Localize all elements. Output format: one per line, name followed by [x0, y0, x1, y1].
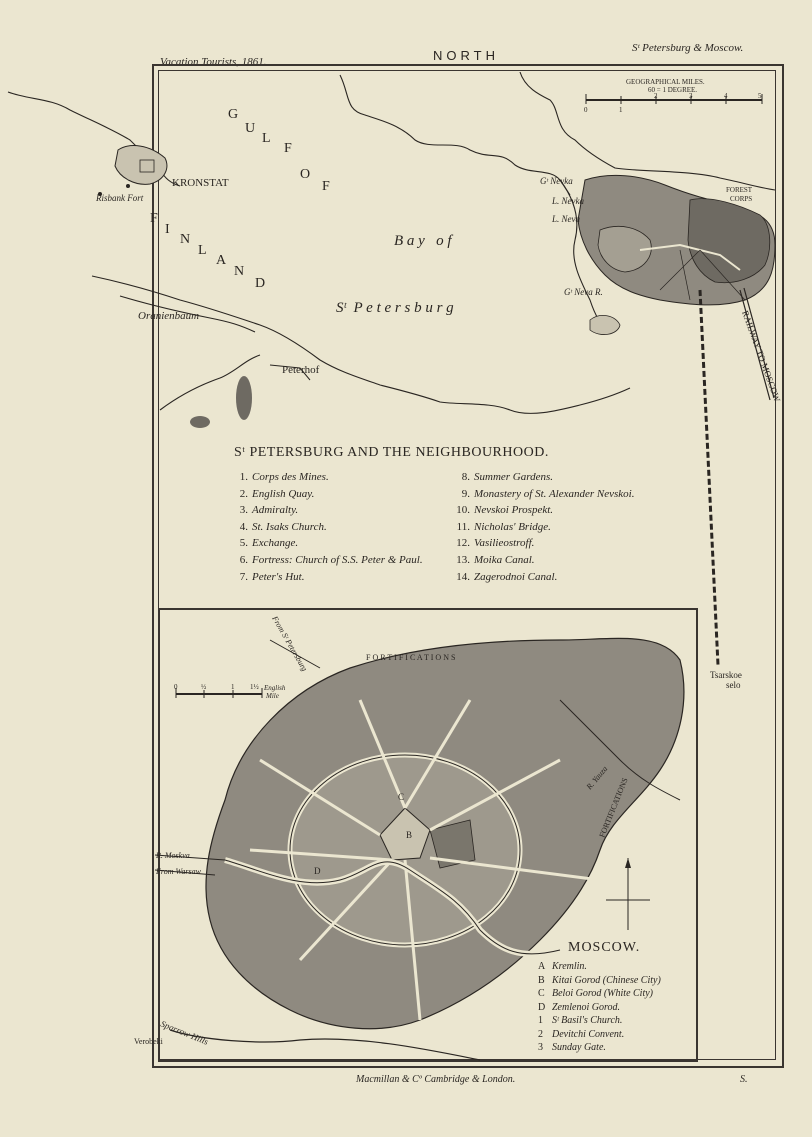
footer-page: S.: [740, 1074, 748, 1085]
district-c-label: C: [398, 792, 405, 802]
finland-letter-5: A: [216, 253, 228, 268]
legend-item: [224, 469, 423, 486]
l-neva-label: L. Neva: [552, 214, 580, 224]
legend-num: 6.: [239, 553, 248, 566]
sparrow-hills-label: Sparrow Hills: [159, 1018, 210, 1047]
legend-item: [446, 486, 634, 503]
moscow-scale-tick: 1½: [250, 683, 259, 691]
legend-text: Fortress: Church of S.S. Peter & Paul.: [252, 553, 423, 566]
legend-item: [224, 569, 423, 586]
geo-scale-tick: 3: [689, 92, 693, 100]
petersburg-legend-title: Sᵗ PETERSBURG AND THE NEIGHBOURHOOD.: [234, 445, 549, 460]
legend-item: [224, 535, 423, 552]
legend-item: [224, 519, 423, 536]
legend-num: 7.: [239, 570, 248, 583]
legend-text: Zagerodnoi Canal.: [474, 570, 558, 583]
r-yauza-label: R. Yauza: [584, 764, 610, 792]
legend-text: Devitchi Convent.: [552, 1028, 625, 1040]
legend-item: [446, 502, 634, 519]
legend-num: 14.: [456, 570, 470, 583]
risbank-label: Risbank Fort: [96, 193, 144, 203]
gulf-letter-3: L: [262, 131, 272, 146]
legend-item: [538, 960, 661, 974]
footer-publisher: Macmillan & Cº Cambridge & London.: [356, 1074, 516, 1085]
geo-scale-tick: 0: [584, 106, 588, 114]
finland-letter-3: N: [180, 232, 192, 247]
legend-num: 13.: [456, 553, 470, 566]
legend-num: 2: [538, 1028, 543, 1040]
legend-item: [446, 469, 634, 486]
railway-label: RAILWAY TO MOSCOW: [740, 309, 783, 404]
legend-text: Sᵗ Basil's Church.: [552, 1015, 623, 1026]
finland-letter-1: F: [150, 211, 159, 226]
legend-num: B: [538, 974, 545, 986]
tsarskoe-label-2: selo: [726, 680, 741, 690]
legend-item: [446, 535, 634, 552]
legend-num: 1: [538, 1015, 543, 1026]
geo-scale-tick: 1: [619, 106, 623, 114]
peterhof-label: Peterhof: [282, 364, 320, 376]
legend-num: 5.: [239, 537, 248, 550]
legend-text: Monastery of St. Alexander Nevskoi.: [474, 487, 635, 500]
legend-item: [538, 1028, 661, 1042]
moscow-legend-title: MOSCOW.: [568, 940, 641, 955]
legend-num: 3: [538, 1042, 543, 1053]
kronstat-label: KRONSTAT: [172, 177, 229, 189]
legend-text: Nevskoi Prospekt.: [474, 504, 554, 517]
moscow-scale-tick: 1: [231, 683, 235, 691]
bay-label: B a y o f: [394, 233, 452, 249]
legend-item: [538, 1001, 661, 1015]
fortifications-right-label: FORTIFICATIONS: [597, 776, 630, 839]
l-nevka-label: L. Nevka: [552, 196, 584, 206]
legend-text: Exchange.: [252, 537, 299, 550]
legend-num: 11.: [456, 520, 470, 533]
legend-item: [538, 1041, 661, 1055]
moscow-legend: [538, 960, 661, 1055]
legend-text: English Quay.: [252, 487, 315, 500]
legend-text: Kitai Gorod (Chinese City): [552, 974, 661, 986]
geo-scale-tick: 2: [654, 92, 658, 100]
legend-num: 10.: [456, 504, 470, 517]
r-moskva-label: R. Moskva: [156, 851, 190, 860]
legend-text: Summer Gardens.: [474, 471, 554, 483]
finland-letter-6: N: [234, 264, 246, 279]
legend-text: Zemlenoi Gorod.: [552, 1001, 620, 1013]
district-b-label: B: [406, 830, 413, 840]
legend-item: [446, 552, 634, 569]
finland-letter-7: D: [255, 276, 267, 291]
legend-text: Peter's Hut.: [252, 570, 305, 583]
forest-corps-label-2: CORPS: [730, 195, 753, 203]
header-right: Sᵗ Petersburg & Moscow.: [632, 42, 744, 54]
legend-text: Kremlin.: [552, 961, 587, 972]
gulf-letter-2: U: [245, 121, 257, 136]
legend-item: [538, 987, 661, 1001]
geo-scale-title-2: 60 = 1 DEGREE.: [648, 86, 698, 94]
fortifications-top-label: F O R T I F I C A T I O N S: [366, 653, 456, 662]
of-letter-2: F: [322, 179, 331, 194]
gt-neva-label: Gᵗ Neva R.: [564, 287, 603, 297]
moscow-scale-tick: ½: [201, 683, 207, 691]
geo-scale-title-1: GEOGRAPHICAL MILES.: [626, 78, 705, 86]
tsarskoe-label-1: Tsarskoe: [710, 670, 742, 680]
district-d-label: D: [314, 866, 321, 876]
finland-letter-2: I: [165, 222, 171, 237]
of-letter-1: O: [300, 167, 312, 182]
verobeki-label: Verobeki: [134, 1037, 163, 1046]
gulf-letter-1: G: [228, 107, 240, 122]
legend-item: [224, 552, 423, 569]
legend-text: Sunday Gate.: [552, 1042, 606, 1053]
legend-num: 4.: [239, 520, 248, 533]
legend-num: 2.: [239, 487, 248, 500]
forest-corps-label-1: FOREST: [726, 186, 753, 194]
from-warsaw-label: From Warsaw: [156, 867, 201, 876]
legend-item: [224, 486, 423, 503]
english-mile-label-2: Mile: [266, 692, 279, 700]
from-petersburg-label: From Sᵗ Petersburg: [270, 614, 310, 673]
oranienbaum-label: Oranienbaum: [138, 310, 200, 322]
gulf-letter-4: F: [284, 141, 293, 156]
legend-text: Vasilieostroff.: [474, 537, 535, 550]
geo-scale-tick: 4: [724, 92, 728, 100]
legend-text: St. Isaks Church.: [252, 520, 327, 533]
legend-text: Nicholas' Bridge.: [474, 520, 551, 533]
header-left: Vacation Tourists, 1861.: [160, 56, 267, 68]
finland-letter-4: L: [198, 243, 208, 258]
legend-text: Beloi Gorod (White City): [552, 988, 653, 999]
petersburg-legend-right: [446, 469, 634, 585]
legend-num: 12.: [456, 537, 470, 550]
petersburg-legend-left: [224, 469, 423, 585]
legend-text: Moika Canal.: [474, 553, 535, 566]
gt-nevka-label: Gᵗ Nevka: [540, 176, 573, 186]
legend-num: 9.: [461, 487, 470, 500]
legend-num: C: [538, 988, 545, 999]
legend-text: Corps des Mines.: [252, 471, 329, 483]
spb-bay-label: Sᵗ P e t e r s b u r g: [336, 300, 454, 316]
legend-item: [538, 974, 661, 988]
legend-num: 8.: [461, 471, 470, 483]
legend-num: 1.: [239, 471, 248, 483]
legend-item: [446, 519, 634, 536]
legend-num: 3.: [239, 504, 248, 517]
legend-item: [446, 569, 634, 586]
legend-text: Admiralty.: [252, 504, 299, 517]
moscow-scale-tick: 0: [174, 683, 178, 691]
north-label: NORTH: [433, 48, 499, 63]
legend-item: [224, 502, 423, 519]
geo-scale-tick: 5: [758, 92, 762, 100]
legend-num: A: [538, 961, 546, 972]
english-mile-label-1: English: [264, 684, 286, 692]
legend-item: [538, 1014, 661, 1028]
legend-num: D: [538, 1001, 546, 1013]
